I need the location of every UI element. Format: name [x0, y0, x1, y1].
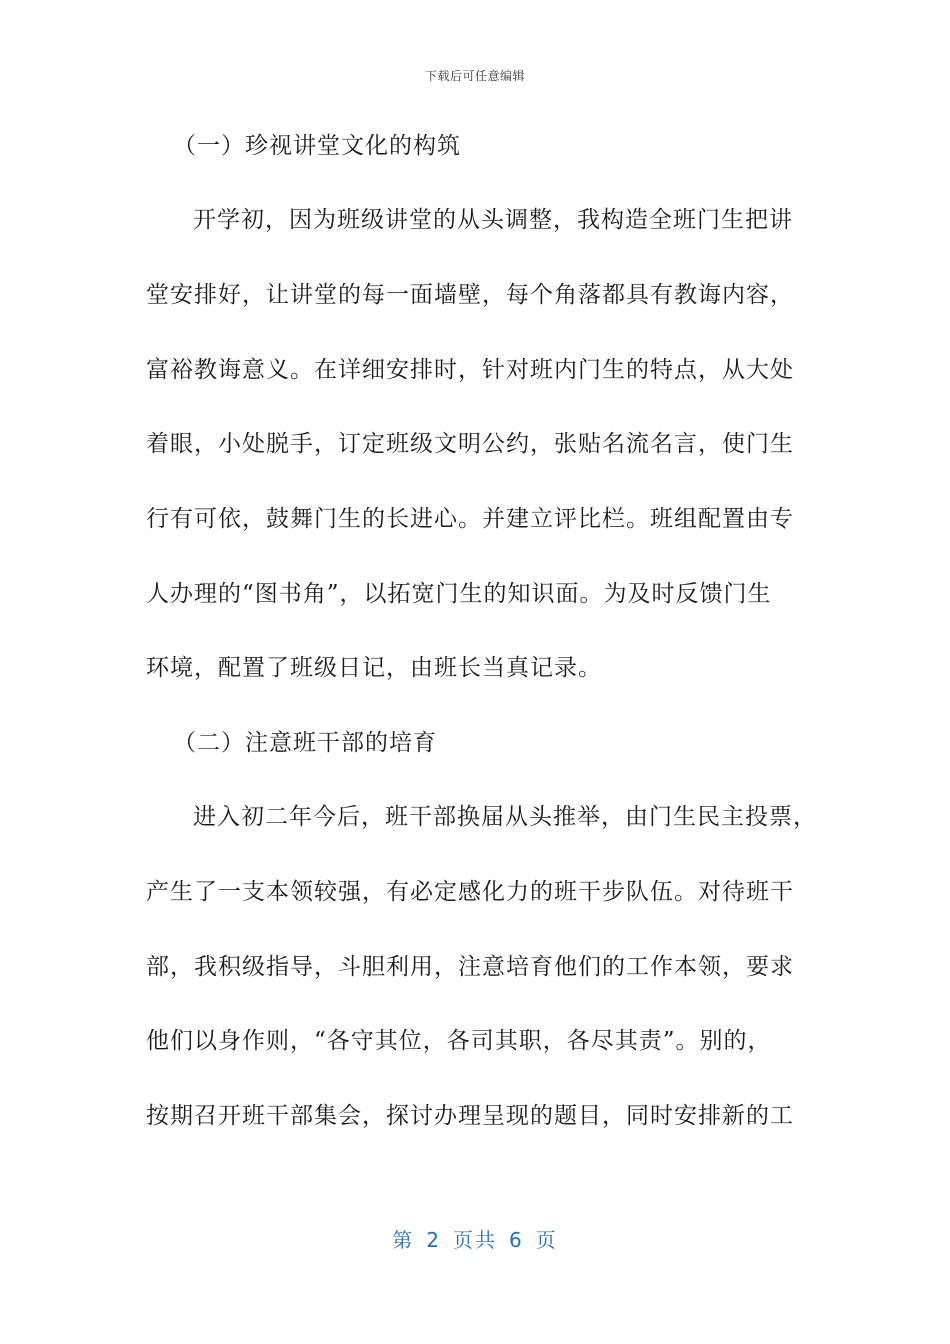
paragraph-line: 按期召开班干部集会，探讨办理呈现的题目，同时安排新的工 [146, 1103, 794, 1129]
footer-current-page: 2 [426, 1228, 441, 1252]
paragraph-line: 部，我积级指导，斗胆利用，注意培育他们的工作本领，要求 [146, 954, 794, 980]
paragraph-line: 他们以身作则，“各守其位，各司其职，各尽其责”。别的， [146, 1028, 772, 1054]
section-heading-1: （一）珍视讲堂文化的构筑 [173, 133, 461, 159]
paragraph-line: 堂安排好，让讲堂的每一面墙壁，每个角落都具有教诲内容， [146, 282, 794, 308]
paragraph-line: 行有可依，鼓舞门生的长进心。并建立评比栏。班组配置由专 [146, 506, 794, 532]
page-header-note: 下载后可任意编辑 [424, 69, 525, 83]
paragraph-line: 富裕教诲意义。在详细安排时，针对班内门生的特点，从大处 [146, 357, 794, 383]
section-heading-2: （二）注意班干部的培育 [173, 730, 437, 756]
footer-prefix: 第 [392, 1228, 415, 1252]
paragraph-line: 环境，配置了班级日记，由班长当真记录。 [146, 655, 602, 681]
paragraph-line: 人办理的“图书角”，以拓宽门生的知识面。为及时反馈门生 [146, 581, 772, 607]
paragraph-line: 进入初二年今后，班干部换届从头推举，由门生民主投票， [193, 804, 817, 830]
paragraph-line: 开学初，因为班级讲堂的从头调整，我构造全班门生把讲 [193, 207, 793, 233]
footer-middle: 页共 [453, 1228, 497, 1252]
paragraph-line: 产生了一支本领较强，有必定感化力的班干步队伍。对待班干 [146, 879, 794, 905]
footer-suffix: 页 [535, 1228, 558, 1252]
page-footer [0, 1224, 950, 1253]
paragraph-line: 着眼，小处脱手，订定班级文明公约，张贴名流名言，使门生 [146, 431, 794, 457]
footer-total-pages: 6 [509, 1228, 524, 1252]
